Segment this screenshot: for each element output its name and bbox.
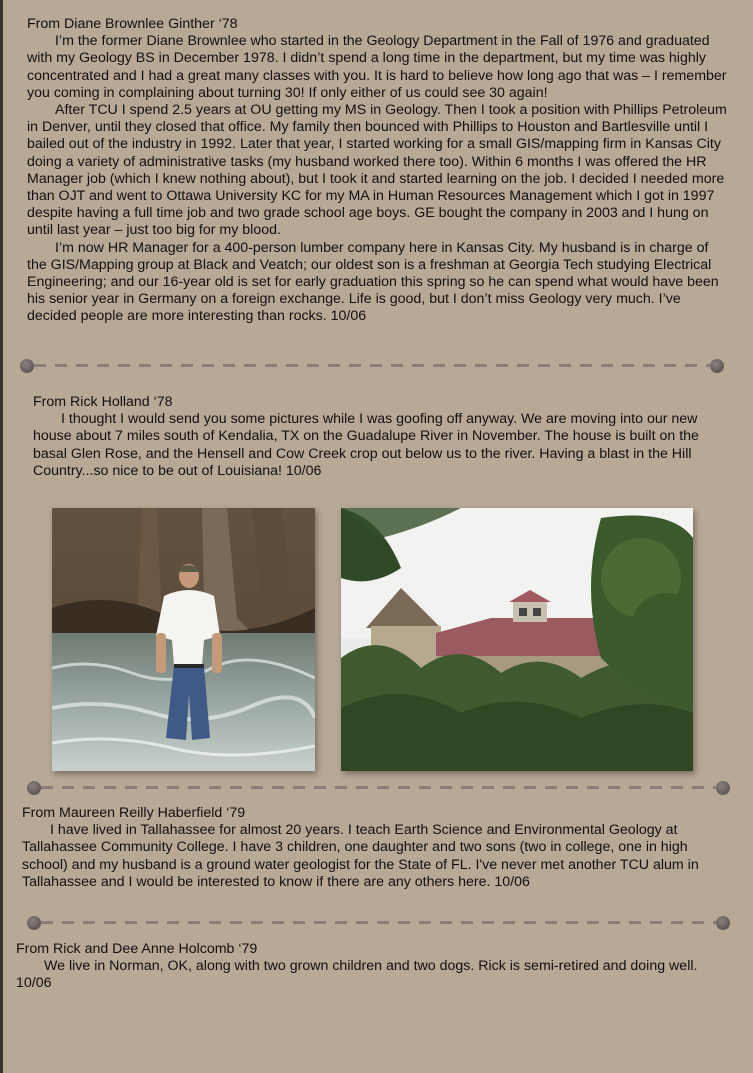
letter-diane-ginther (27, 16, 732, 326)
divider-dashes (34, 364, 710, 367)
divider-end-knob (20, 359, 34, 373)
photo-man-in-river (52, 508, 315, 771)
letter-author: From Maureen Reilly Haberfield ‘79 (22, 805, 246, 821)
letter-paragraph: I thought I would send you some pictures while I was goofing off anyway. We are moving into our new house about 7 miles south of Kendalia, TX on the Guadalupe River in November. The house is built on the basal Glen Rose, and the Hensell and Cow Creek crop out below us to the river. Having a blast in the Hill Country...so nice to be out of Louisiana! 10/06 (33, 411, 699, 479)
section-divider (27, 781, 730, 795)
photo-house-hill-country (341, 508, 693, 771)
divider-dashes (41, 786, 716, 789)
letter-maureen-haberfield (22, 805, 730, 891)
section-divider (27, 916, 730, 930)
divider-end-knob (27, 916, 41, 930)
divider-dashes (41, 921, 716, 924)
divider-end-knob (27, 781, 41, 795)
letter-paragraph: After TCU I spend 2.5 years at OU getting my MS in Geology. Then I took a position with Phillips Petroleum in Denver, until they closed that office. My family then bounced with Phillips to Houston and Bartlesville until I bailed out of the industry in 1992. Later that year, I started working for a small GIS/mapping firm in Kansas City doing a variety of administrative tasks (my husband worked there too). Within 6 months I was offered the HR Manager job (which I knew nothing about), but I took it and started learning on the job. I decided I needed more than OJT and went to Ottawa University KC for my MA in Human Resources Management which I got in 1997 despite having a full time job and two grade school age boys. GE bought the company in 2003 and I hung on until last year – just too big for my blood. (27, 102, 727, 239)
divider-end-knob (716, 781, 730, 795)
letter-paragraph: I’m the former Diane Brownlee who started in the Geology Department in the Fall of 1976 and graduated with my Geology BS in December 1978. I didn’t spend a long time in the department, but my time was highly concentrated and I had a great many classes with you. It is hard to believe how long ago that was – I remember you coming in complaining about turning 30! If only either of us could see 30 again! (27, 33, 727, 101)
letter-paragraph: We live in Norman, OK, along with two grown children and two dogs. Rick is semi-retired and doing well. 10/06 (16, 958, 698, 992)
river-photo-image (52, 508, 315, 771)
section-divider (20, 359, 724, 373)
letter-author: From Rick and Dee Anne Holcomb ‘79 (16, 941, 258, 957)
letter-holcomb (16, 941, 728, 993)
house-photo-image (341, 508, 693, 771)
letter-author: From Rick Holland ‘78 (33, 394, 173, 410)
letter-author: From Diane Brownlee Ginther ‘78 (27, 16, 238, 32)
letter-rick-holland (33, 394, 733, 480)
divider-end-knob (710, 359, 724, 373)
left-border (0, 0, 3, 1073)
letter-paragraph: I have lived in Tallahassee for almost 20 years. I teach Earth Science and Environmental Geology at Tallahassee Community College. I have 3 children, one daughter and two sons (two in college, one in high school) and my husband is a ground water geologist for the State of FL. I've never met another TCU alum in Tallahassee and I would be interested to know if there are any others here. 10/06 (22, 822, 699, 890)
letter-paragraph: I’m now HR Manager for a 400-person lumber company here in Kansas City. My husband is in charge of the GIS/Mapping group at Black and Veatch; our oldest son is a freshman at Georgia Tech studying Electrical Engineering; and our 16-year old is set for early graduation this spring so he can spend what would have been his senior year in Germany on a foreign exchange. Life is good, but I don’t miss Geology very much. I’ve decided people are more interesting than rocks. 10/06 (27, 239, 719, 325)
divider-end-knob (716, 916, 730, 930)
